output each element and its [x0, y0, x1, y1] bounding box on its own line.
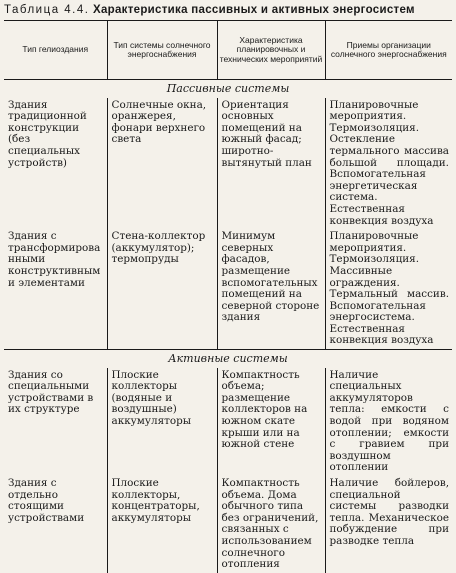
section-active-row — [4, 350, 452, 368]
cell-methods: Планировочные мероприятия. Термоизоляция. Массивные ограждения. Термальный массив. Вспомогательная энергосистема. Естественная конвекция воздуха — [325, 229, 452, 349]
header-methods: Приемы организации солнечного энергоснабжения — [325, 21, 452, 80]
table-header-row — [4, 21, 452, 80]
cell-system-type: Плоские коллекторы, концентраторы, аккумуляторы — [107, 476, 217, 573]
cell-methods: Наличие специальных аккумуляторов тепла: емкости с водой при водяном отоплении; емкости с гравием при воздушном отоплении — [325, 368, 452, 476]
cell-building-type: Здания с отдельно стоящими устройствами — [8, 477, 85, 524]
header-building-type: Тип гелиоздания — [4, 21, 107, 80]
header-system-type: Тип системы солнечного энергоснабжения — [107, 21, 217, 80]
cell-measures: Компактность объема; размещение коллекторов на южном скате крыши или на южной стене — [217, 368, 325, 476]
energy-systems-table — [4, 20, 452, 573]
table-row — [4, 229, 452, 349]
cell-system-type: Стена-коллектор (аккумулятор); термопруды — [107, 229, 217, 349]
cell-measures: Ориентация основных помещений на южный фасад; широтно-вытянутый план — [217, 98, 325, 230]
table-caption-label: Таблица 4.4. — [4, 4, 90, 16]
section-passive-title: Пассивные системы — [166, 82, 290, 95]
section-active-title: Активные системы — [4, 350, 452, 368]
cell-measures: Компактность объема. Дома обычного типа без ограничений, связанных с использованием солнечного отопления — [217, 476, 325, 573]
section-passive-row — [4, 80, 452, 98]
table-row — [4, 368, 452, 476]
cell-building-type: Здания со специальными устройствами в их структуре — [8, 368, 94, 416]
cell-methods: Наличие бойлеров, специальной системы разводки тепла. Механическое побуждение при разводке тепла — [325, 476, 452, 573]
table-row — [4, 98, 452, 230]
table-row — [4, 476, 452, 573]
cell-methods: Планировочные мероприятия. Термоизоляция. Остекление термального массива большой площади. Вспомогательная энергетическая система. Естественная конвекция воздуха — [325, 98, 452, 230]
cell-system-type: Плоские коллекторы (водяные и воздушные) аккумуляторы — [107, 368, 217, 476]
table-caption-name: Характеристика пассивных и активных энергосистем — [92, 4, 415, 16]
cell-system-type: Солнечные окна, оранжерея, фонари верхнего света — [107, 98, 217, 230]
table-caption — [4, 3, 452, 17]
cell-measures: Минимум северных фасадов, размещение вспомогательных помещений на северной стороне здания — [217, 229, 325, 349]
header-measures: Характеристика планировочных и технических мероприятий — [217, 21, 325, 80]
cell-building-type: Здания с трансформированными конструктивными элементами — [8, 230, 101, 289]
cell-building-type: Здания традиционной конструкции (без специальных устройств) — [8, 98, 87, 169]
